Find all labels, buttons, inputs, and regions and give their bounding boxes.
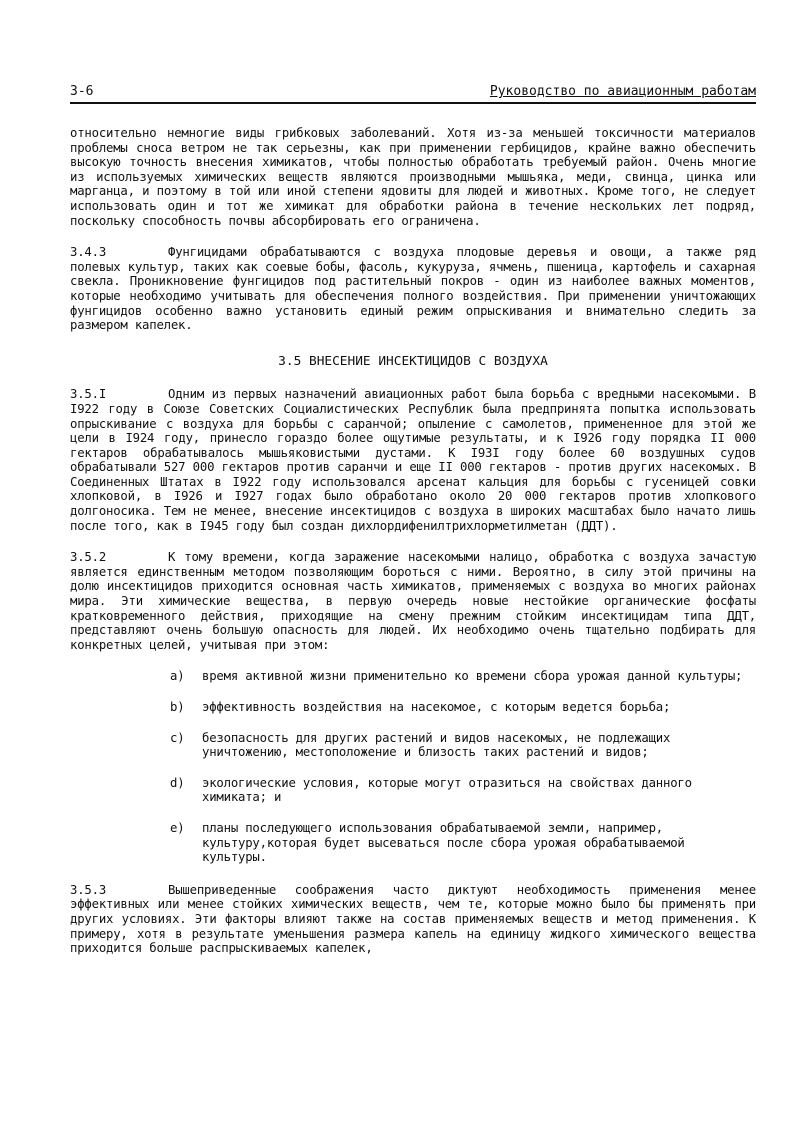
paragraph-number: 3.5.2 [70,550,107,565]
running-title: Руководство по авиационным работам [489,84,756,99]
list-item-letter: b) [170,700,185,714]
paragraph-text: Одним из первых назначений авиационных работ была борьба с вредными насекомыми. В I922 году в Союзе Советских Социалистических Республик была предпринята попытка использовать опрыскивание с воздуха для борьбы с саранчой; опыление с самолетов, примененное для этой же цели в I924 году, принесло гораздо более ощутимые результаты, и к I926 году порядка II 000 гектаров обрабатывалось мышьяковистыми дустами. К I93I году более 60 воздушных судов обрабатывали 527 000 гектаров против саранчи и еще II 000 гектаров - против других насекомых. В Соединенных Штатах в I922 году использовался арсенат кальция для борьбы с гусеницей совки хлопковой, в I926 и I927 годах было обработано около 20 000 гектаров против хлопкового долгоносика. Тем не менее, внесение инсектицидов с воздуха в широких масштабах было начато лишь после того, как в I945 году был создан дихлордифенилтрихлорметилметан (ДДТ). [70,387,756,533]
list-item [70,731,756,760]
list-item-text: безопасность для других растений и видов насекомых, не подлежащих уничтожению, местоположение и близость таких растений и видов; [202,730,671,760]
criteria-list [70,669,756,864]
page-header [70,84,756,104]
paragraph-3-5-1 [70,387,756,533]
paragraph-number: 3.5.I [70,387,107,402]
list-item-text: планы последующего использования обрабатываемой земли, например, культуру,которая будет высеваться после сбора урожая обрабатываемой культуры. [202,820,685,865]
list-item-text: экологические условия, которые могут отразиться на свойствах данного химиката; и [202,775,692,805]
list-item-letter: d) [170,775,185,790]
list-item [70,669,756,684]
paragraph-text: Фунгицидами обрабатываются с воздуха плодовые деревья и овощи, а также ряд полевых культур, таких как соевые бобы, фасоль, кукуруза, ячмень, пшеница, картофель и сахарная свекла. Проникновение фунгицидов под растительный покров - один из наиболее важных моментов, которые необходимо учитывать для обеспечения полного воздействия. При применении уничтожающих фунгицидов особенно важно установить единый режим опрыскивания и внимательно следить за размером капелек. [70,245,756,333]
paragraph-3-5-3 [70,883,756,956]
list-item-letter: c) [170,730,185,745]
page-number: 3-6 [70,84,94,99]
document-page [70,84,756,973]
paragraph-intro: относительно немногие виды грибковых заболеваний. Хотя из-за меньшей токсичности материалов проблемы сноса ветром не так серьезны, как при применении гербицидов, крайне важно обеспечить высокую точность внесения химикатов, чтобы полностью обработать требуемый район. Очень многие из используемых химических веществ являются производными мышьяка, меди, свинца, цинка или марганца, и поэтому в той или иной степени ядовиты для людей и животных. Кроме того, не следует использовать один и тот же химикат для обработки района в течение нескольких лет подряд, поскольку способность почвы абсорбировать его ограничена. [70,126,756,228]
list-item [70,700,756,715]
paragraph-3-4-3 [70,245,756,333]
page-body [70,126,756,956]
list-item-letter: e) [170,820,185,835]
list-item [70,821,756,865]
paragraph-text: К тому времени, когда заражение насекомыми налицо, обработка с воздуха зачастую является единственным методом позволяющим бороться с ними. Вероятно, в силу этой причины на долю инсектицидов приходится основная часть химикатов, применяемых с воздуха во многих районах мира. Эти химические вещества, в первую очередь новые нестойкие органические фосфаты кратковременного действия, приходящие на смену прежним стойким инсектицидам типа ДДТ, представляют очень большую опасность для людей. Их необходимо очень тщательно подбирать для конкретных целей, учитывая при этом: [70,550,756,652]
paragraph-number: 3.5.3 [70,882,107,897]
list-item-text: время активной жизни применительно ко времени сбора урожая данной культуры; [202,669,743,684]
list-item-letter: a) [170,669,185,684]
list-item-text: эффективность воздействия на насекомое, с которым ведется борьба; [202,700,671,714]
paragraph-3-5-2 [70,550,756,652]
paragraph-number: 3.4.3 [70,245,107,260]
list-item [70,776,756,805]
section-heading: 3.5 ВНЕСЕНИЕ ИНСЕКТИЦИДОВ С ВОЗДУХА [278,353,548,369]
paragraph-text: Вышеприведенные соображения часто диктуют необходимость применения менее эффективных или менее стойких химических веществ, чем те, которые можно было бы применять при других условиях. Эти факторы влияют также на состав применяемых веществ и метод применения. К примеру, хотя в результате уменьшения размера капель на единицу жидкого химического вещества приходится больше распрыскиваемых капелек, [70,882,756,956]
